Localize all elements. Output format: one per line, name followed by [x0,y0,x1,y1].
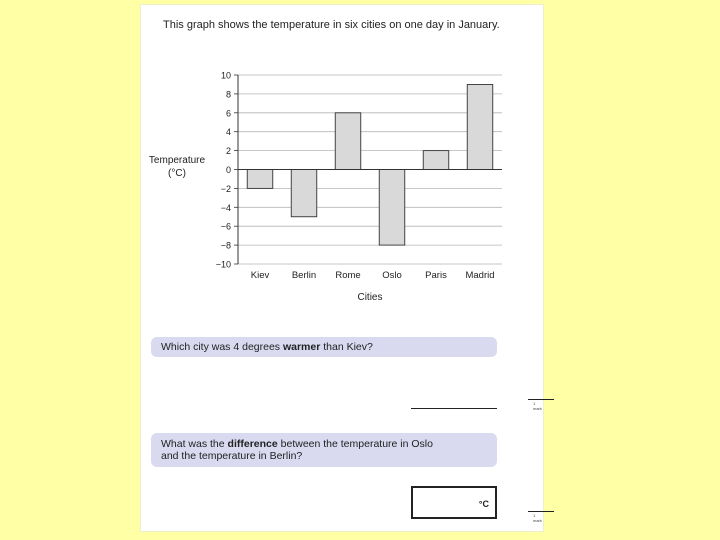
worksheet-page [140,4,544,532]
x-tick-label: Berlin [291,270,317,281]
y-tick-label: 10 [220,70,231,81]
chart-bars [247,84,493,245]
y-tick-label: −10 [215,259,231,270]
question-2-text-post: between the temperature in Oslo [277,438,433,450]
chart-labels [149,71,495,304]
bar-berlin [291,170,317,217]
y-axis-unit: (°C) [168,168,186,179]
y-tick-label: 6 [225,108,231,119]
question-2-text-bold: difference [227,438,278,450]
question-1-text-post: than Kiev? [320,341,373,353]
question-1-text-pre: Which city was 4 degrees [161,341,283,353]
y-tick-label: −2 [220,183,231,194]
question-2-text-pre: What was the [161,438,228,450]
x-tick-label: Oslo [382,270,402,281]
bar-rome [335,113,361,170]
mark-1-label: 1 mark [533,401,542,411]
x-tick-label: Madrid [465,270,495,281]
answer-2-unit: °C [478,499,489,509]
question-1 [151,337,497,357]
y-tick-label: −4 [220,202,231,213]
question-2-text-line2: and the temperature in Berlin? [161,450,303,462]
intro-text: This graph shows the temperature in six cities on one day in January. [163,19,500,31]
bar-paris [423,151,449,170]
y-tick-label: 8 [225,89,231,100]
question-1-text-bold: warmer [282,341,321,353]
x-tick-label: Kiev [250,270,270,281]
bar-madrid [467,84,493,169]
y-tick-label: 2 [225,146,231,157]
mark-1-line [528,399,554,400]
x-axis-title: Cities [357,292,383,303]
x-tick-label: Rome [335,270,361,281]
mark-2-line [528,511,554,512]
y-tick-label: −6 [220,221,231,232]
answer-2-box[interactable] [411,486,497,519]
y-axis-title: Temperature [148,155,206,166]
mark-2-label: 1 mark [533,513,542,523]
y-tick-label: 0 [225,165,231,175]
bar-oslo [379,170,405,246]
bar-kiev [247,170,273,189]
temperature-bar-chart [141,5,543,315]
y-tick-label: −8 [220,240,231,251]
chart-axes [234,75,502,264]
y-tick-label: 4 [225,127,231,138]
answer-1-line[interactable] [411,408,497,409]
x-tick-label: Paris [425,270,447,281]
question-2 [151,433,497,467]
